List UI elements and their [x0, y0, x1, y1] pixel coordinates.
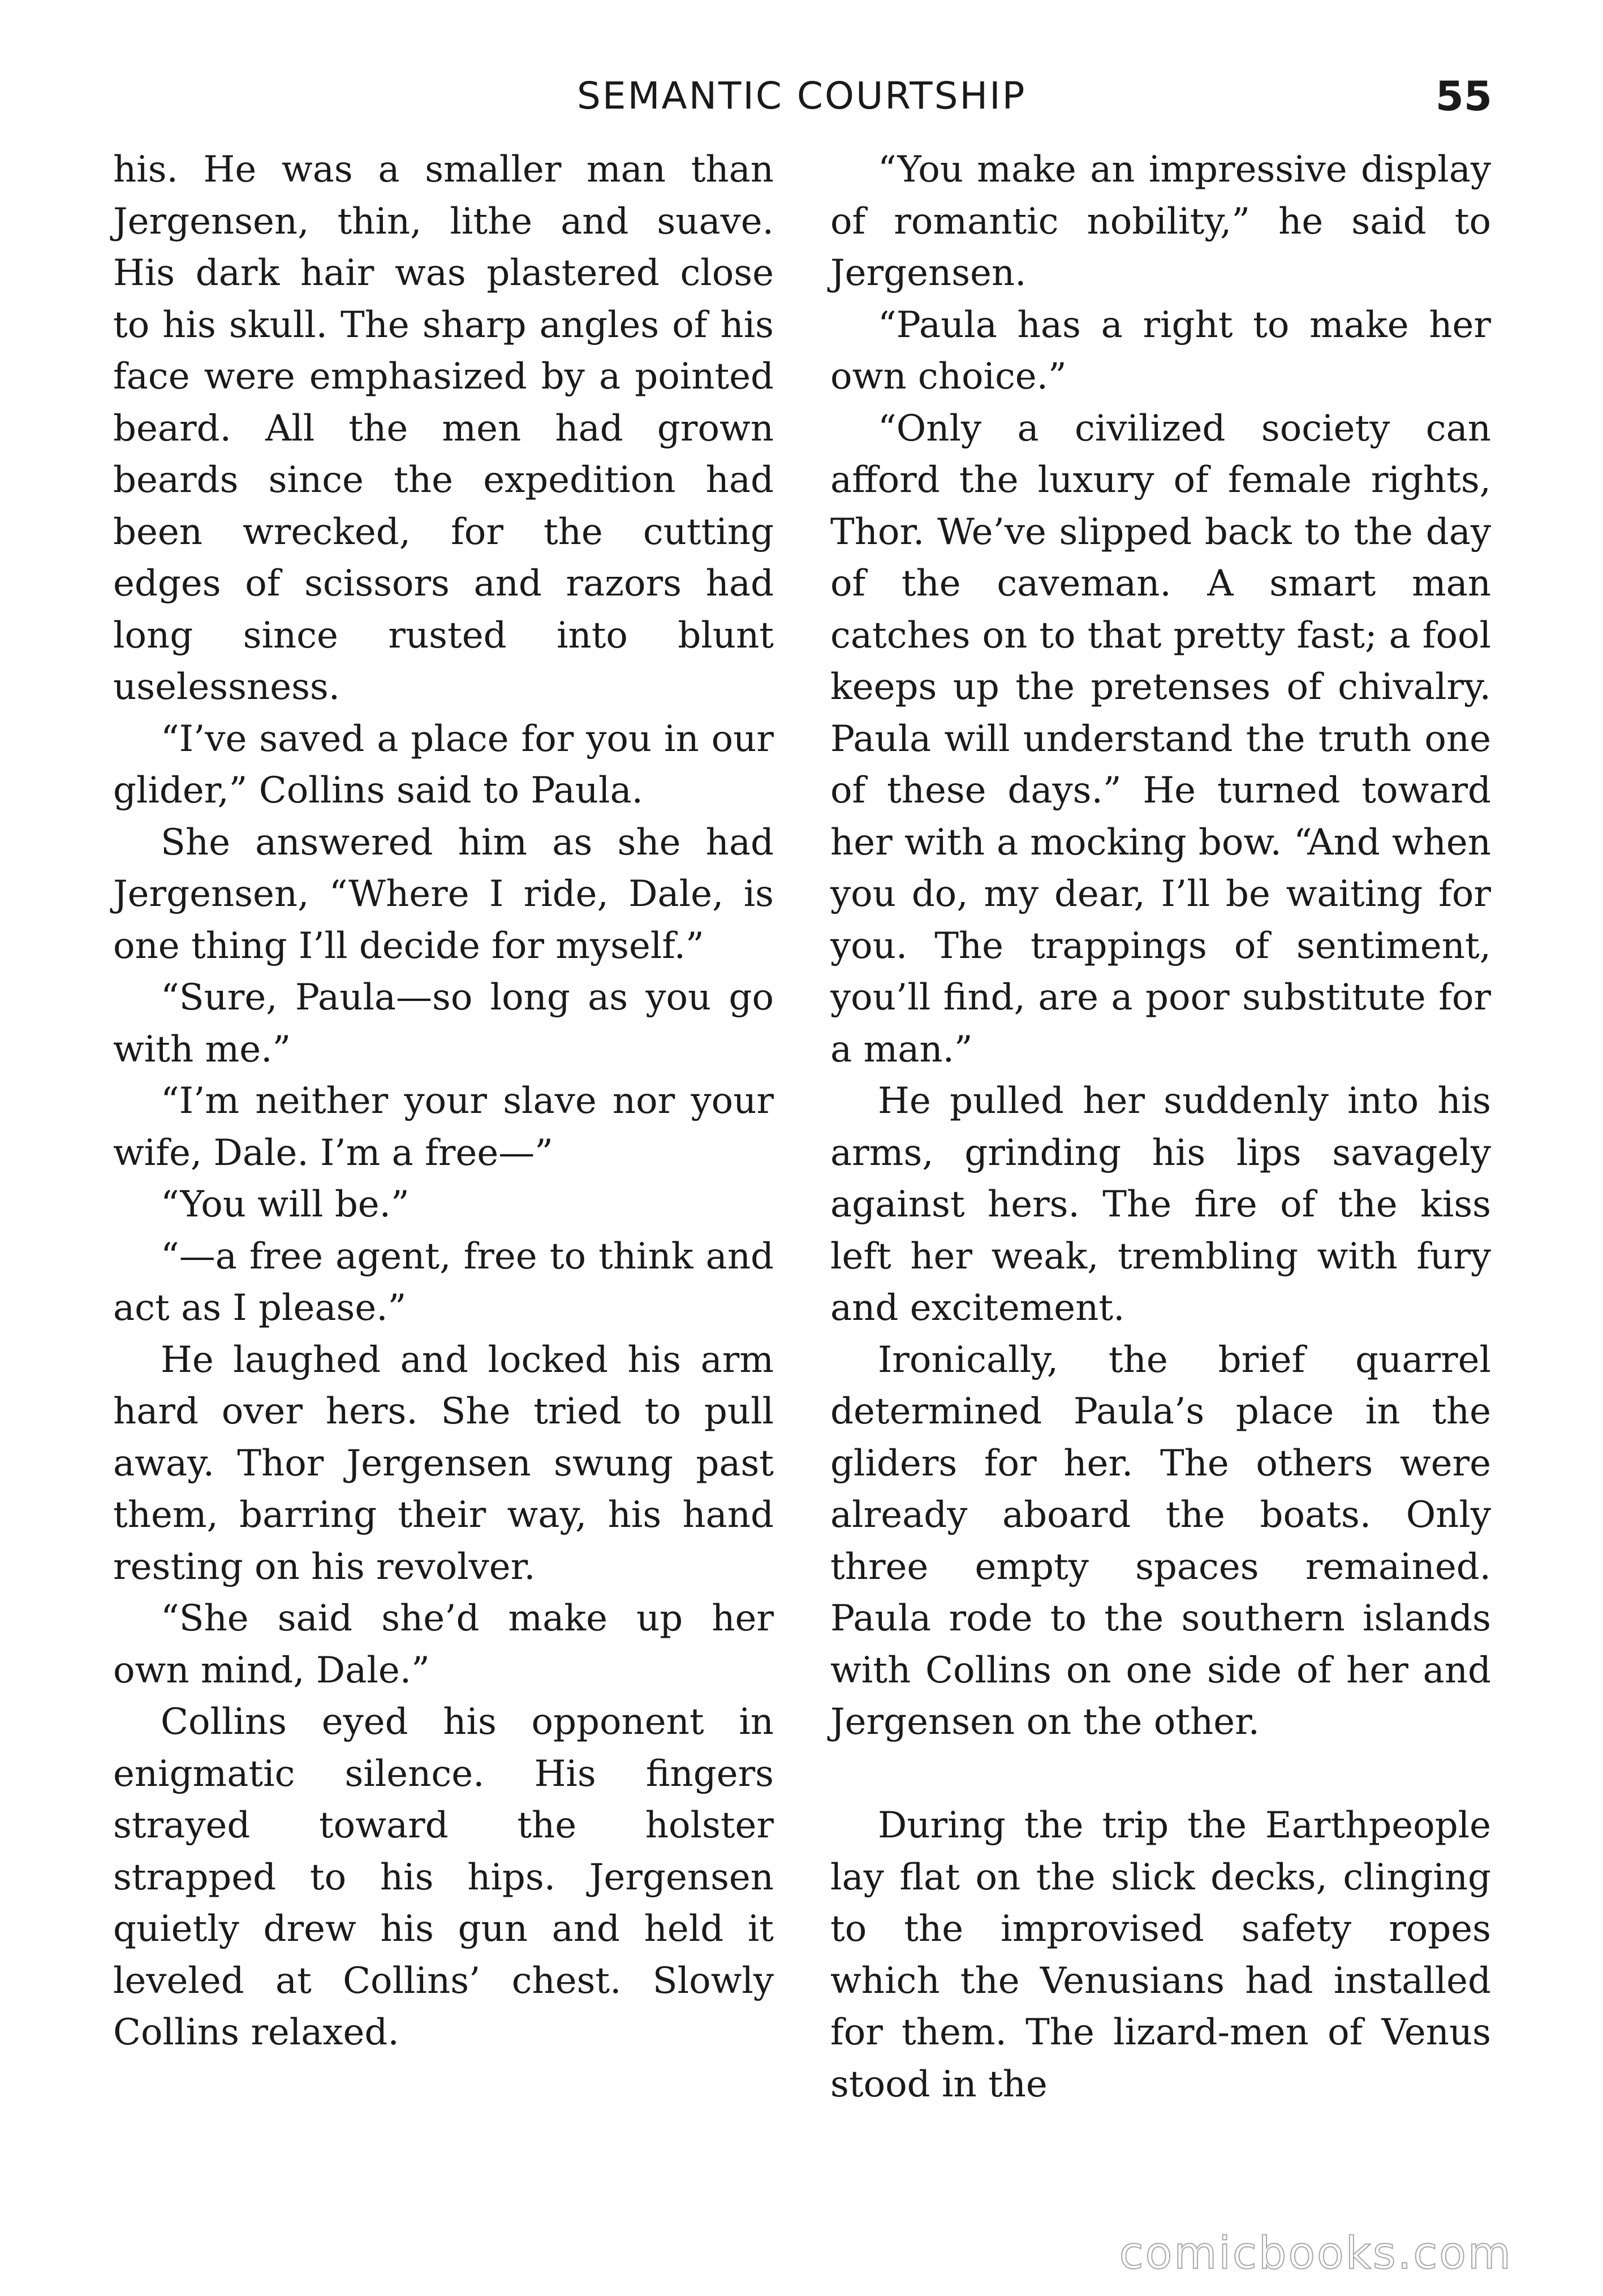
paragraph: He laughed and locked his arm hard over hers. She tried to pull away. Thor Jergensen swung past them, barring their way, his hand resting on his revolver.: [113, 1339, 774, 1588]
left-column: [113, 144, 774, 2059]
paragraph: “You will be.”: [161, 1184, 410, 1225]
paragraph: “—a free agent, free to think and act as I please.”: [113, 1235, 774, 1329]
paragraph: She answered him as she had Jergensen, “Where I ride, Dale, is one thing I’ll decide for myself.”: [113, 821, 774, 967]
paragraph: “I’ve saved a place for you in our glider,” Collins said to Paula.: [113, 718, 774, 812]
page-number: 55: [1435, 72, 1492, 120]
paragraph: “I’m neither your slave nor your wife, Dale. I’m a free—”: [113, 1080, 774, 1174]
watermark: comicbooks.com: [1119, 2228, 1512, 2279]
running-title: SEMANTIC COURTSHIP: [577, 74, 1027, 118]
paragraph: Collins eyed his opponent in enigmatic silence. His fingers strayed toward the holster strapped to his hips. Jergensen quietly drew his gun and held it leveled at Collins’ chest. Slowly Collins relaxed.: [113, 1701, 774, 2053]
paragraph: “She said she’d make up her own mind, Dale.”: [113, 1598, 774, 1691]
paragraph: Ironically, the brief quarrel determined Paula’s place in the gliders for her. The others were already aboard the boats. Only three empty spaces remained. Paula rode to the southern islands with Collins on one side of her and Jergensen on the other.: [830, 1339, 1491, 1743]
paragraph: “Only a civilized society can afford the luxury of female rights, Thor. We’ve slipped back to the day of the caveman. A smart man catches on to that pretty fast; a fool keeps up the pretenses of chivalry. Paula will understand the truth one of these days.” He turned toward her with a mocking bow. “And when you do, my dear, I’ll be waiting for you. The trappings of sentiment, you’ll find, are a poor substitute for a man.”: [830, 407, 1491, 1071]
paragraph: He pulled her suddenly into his arms, grinding his lips savagely against hers. The fire of the kiss left her weak, trembling with fury and excitement.: [830, 1080, 1491, 1329]
paragraph: “Sure, Paula—so long as you go with me.”: [113, 977, 774, 1071]
page-header: [0, 65, 1603, 127]
right-column: [830, 144, 1491, 2111]
paragraph: his. He was a smaller man than Jergensen, thin, lithe and suave. His dark hair was plastered close to his skull. The sharp angles of his face were emphasized by a pointed beard. All the men had grown beards since the expedition had been wrecked, for the cutting edges of scissors and razors had long since rusted into blunt uselessness.: [113, 149, 774, 708]
paragraph: “You make an impressive display of romantic nobility,” he said to Jergensen.: [830, 149, 1491, 294]
paragraph: “Paula has a right to make her own choice.”: [830, 304, 1491, 398]
paragraph: During the trip the Earthpeople lay flat on the slick decks, clinging to the improvised safety ropes which the Venusians had installed for them. The lizard-men of Venus stood in the: [830, 1805, 1491, 2105]
